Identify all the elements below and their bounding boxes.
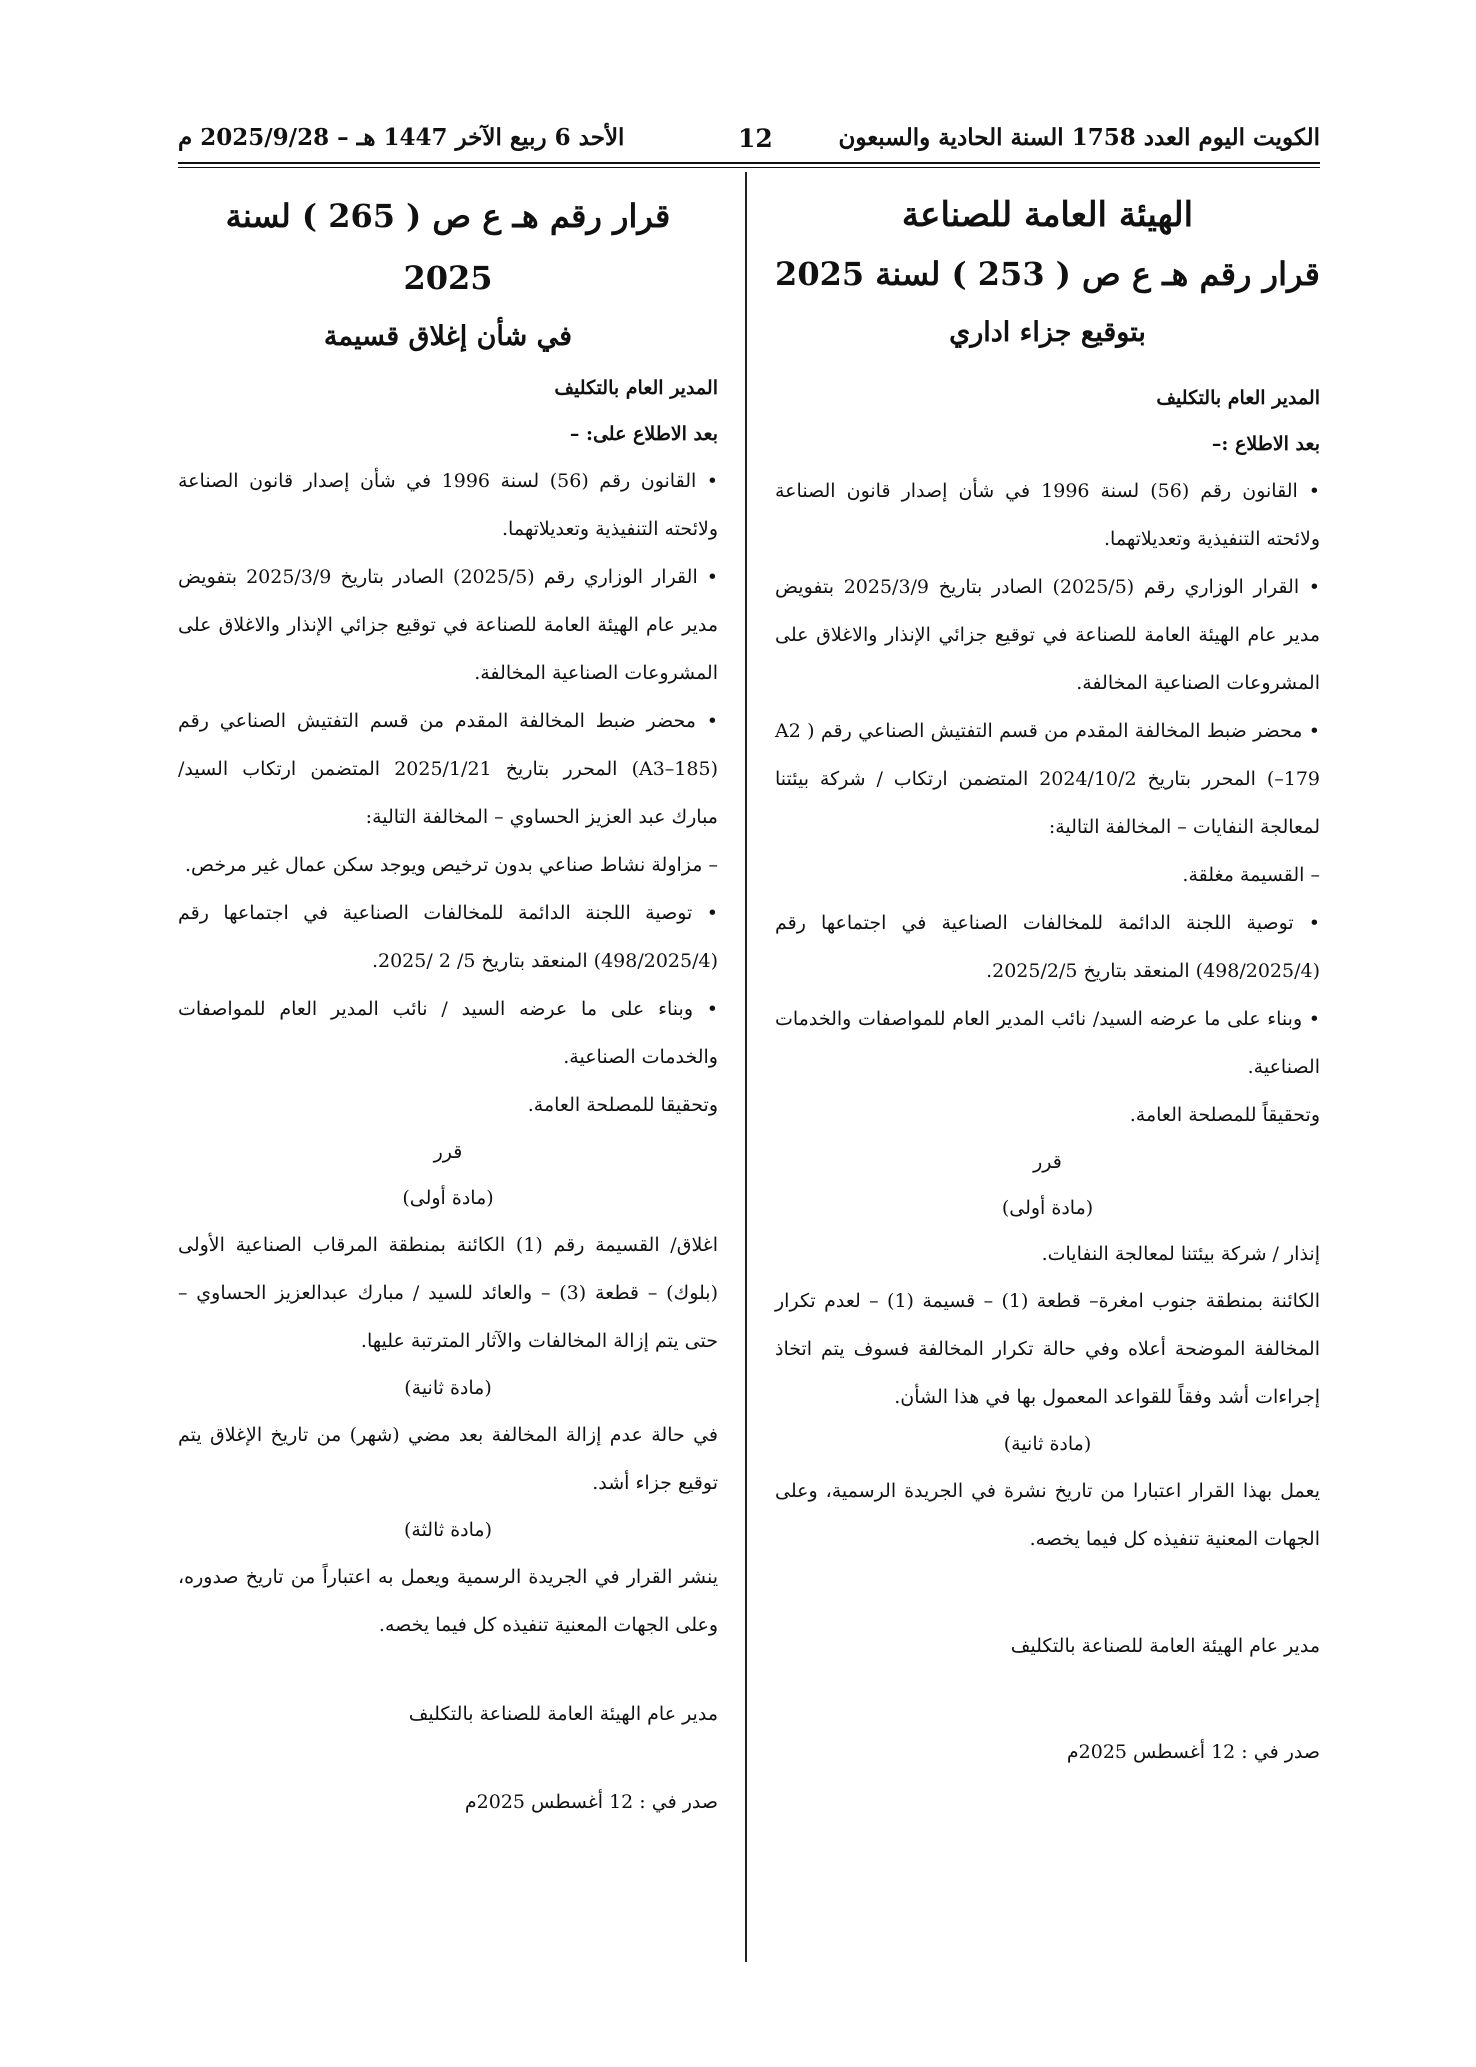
article-1-title: (مادة أولى) bbox=[1001, 1197, 1094, 1219]
article-2-text: يعمل بهذا القرار اعتبارا من تاريخ نشرة في الجريدة الرسمية، وعلى الجهات المعنية تنفيذه كل فيما يخصه. bbox=[775, 1480, 1320, 1550]
decision-subject: في شأن إغلاق قسيمة bbox=[323, 321, 573, 352]
recital-item: • توصية اللجنة الدائمة للمخالفات الصناعية في اجتماعها رقم (498/2025/4) المنعقد بتاريخ 5/ 2 /2025. bbox=[178, 902, 718, 972]
article-1-text: اغلاق/ القسيمة رقم (1) الكائنة بمنطقة المرقاب الصناعية الأولى (بلوك) – قطعة (3) – والعائد للسيد / مبارك عبدالعزيز الحساوي – حتى يتم إزالة المخالفات والآثار المترتبة عليها. bbox=[178, 1234, 719, 1352]
header-rule bbox=[178, 162, 1320, 164]
director-line: المدير العام بالتكليف bbox=[1156, 387, 1320, 409]
page-number: 12 bbox=[738, 124, 773, 153]
recital-item: وتحقيقا للمصلحة العامة. bbox=[527, 1094, 718, 1116]
recital-item: • القانون رقم (56) لسنة 1996 في شأن إصدار قانون الصناعة ولائحته التنفيذية وتعديلاتهما. bbox=[178, 470, 719, 540]
article-1-line: إنذار / شركة بيئتنا لمعالجة النفايات. bbox=[1041, 1243, 1320, 1265]
article-1-title: (مادة أولى) bbox=[402, 1187, 494, 1209]
recital-item: • القرار الوزاري رقم (2025/5) الصادر بتاريخ 2025/3/9 بتفويض مدير عام الهيئة العامة للصناعة في توقيع جزائي الإنذار والاغلاق على المشروعات الصناعية المخالفة. bbox=[775, 576, 1320, 694]
after-review-line: بعد الاطلاع :– bbox=[1211, 433, 1320, 455]
decision-253-column bbox=[775, 185, 1320, 1775]
decision-title: قرار رقم هـ ع ص ( 253 ) لسنة 2025 bbox=[775, 255, 1320, 293]
recital-item: • محضر ضبط المخالفة المقدم من قسم التفتيش الصناعي رقم (A3–185) المحرر بتاريخ 2025/1/21 المتضمن ارتكاب السيد/ مبارك عبد العزيز الحساوي – المخالفة التالية: bbox=[178, 710, 718, 828]
recital-item: • وبناء على ما عرضه السيد/ نائب المدير العام للمواصفات والخدمات الصناعية. bbox=[775, 1008, 1320, 1078]
decision-265-column bbox=[178, 185, 718, 1825]
decision-subject: بتوقيع جزاء اداري bbox=[949, 317, 1146, 348]
issue-info: الكويت اليوم العدد 1758 السنة الحادية والسبعون bbox=[838, 124, 1320, 151]
article-3-text: ينشر القرار في الجريدة الرسمية ويعمل به اعتباراً من تاريخ صدوره، وعلى الجهات المعنية تنفيذه كل فيما يخصه. bbox=[178, 1566, 718, 1636]
recital-item: • القانون رقم (56) لسنة 1996 في شأن إصدار قانون الصناعة ولائحته التنفيذية وتعديلاتهما. bbox=[775, 480, 1321, 550]
agency-title: الهيئة العامة للصناعة bbox=[901, 195, 1194, 235]
article-1-text: الكائنة بمنطقة جنوب امغرة– قطعة (1) – قسيمة (1) – لعدم تكرار المخالفة الموضحة أعلاه وفي حالة تكرار المخالفة فسوف يتم اتخاذ إجراءات أشد وفقاً للقواعد المعمول بها في هذا الشأن. bbox=[775, 1290, 1320, 1408]
page-header bbox=[178, 118, 1320, 158]
director-line: المدير العام بالتكليف bbox=[554, 377, 718, 399]
decided-heading: قرر bbox=[433, 1141, 463, 1163]
signature-line: مدير عام الهيئة العامة للصناعة بالتكليف bbox=[1010, 1635, 1320, 1657]
article-3-title: (مادة ثالثة) bbox=[403, 1519, 493, 1541]
after-review-line: بعد الاطلاع على: – bbox=[569, 423, 718, 445]
signature-line: مدير عام الهيئة العامة للصناعة بالتكليف bbox=[408, 1703, 718, 1725]
recital-item: – القسيمة مغلقة. bbox=[1182, 864, 1320, 886]
article-2-title: (مادة ثانية) bbox=[404, 1377, 492, 1399]
article-2-text: في حالة عدم إزالة المخالفة بعد مضي (شهر) من تاريخ الإغلاق يتم توقيع جزاء أشد. bbox=[178, 1424, 718, 1494]
decided-heading: قرر bbox=[1033, 1151, 1062, 1173]
column-divider bbox=[745, 172, 747, 1962]
recital-item: • محضر ضبط المخالفة المقدم من قسم التفتيش الصناعي رقم ( A2 –179) المحرر بتاريخ 2024/10/2 المتضمن ارتكاب / شركة بيئتنا لمعالجة النفايات – المخالفة التالية: bbox=[775, 720, 1321, 838]
issued-date: صدر في : 12 أغسطس 2025م bbox=[464, 1791, 718, 1813]
recital-item: وتحقيقاً للمصلحة العامة. bbox=[1129, 1104, 1320, 1126]
article-2-title: (مادة ثانية) bbox=[1003, 1433, 1092, 1455]
recital-item: • توصية اللجنة الدائمة للمخالفات الصناعية في اجتماعها رقم (498/2025/4) المنعقد بتاريخ 2025/2/5. bbox=[775, 912, 1320, 982]
decision-title: قرار رقم هـ ع ص ( 265 ) لسنة 2025 bbox=[225, 197, 671, 297]
issue-date: الأحد 6 ربيع الآخر 1447 هـ – 2025/9/28 م bbox=[178, 124, 625, 151]
recital-item: – مزاولة نشاط صناعي بدون ترخيص ويوجد سكن عمال غير مرخص. bbox=[185, 854, 718, 876]
recital-item: • القرار الوزاري رقم (2025/5) الصادر بتاريخ 2025/3/9 بتفويض مدير عام الهيئة العامة للصناعة في توقيع جزائي الإنذار والاغلاق على المشروعات الصناعية المخالفة. bbox=[178, 566, 718, 684]
recital-item: • وبناء على ما عرضه السيد / نائب المدير العام للمواصفات والخدمات الصناعية. bbox=[178, 998, 718, 1068]
header-rule-thin bbox=[178, 167, 1320, 168]
issued-date: صدر في : 12 أغسطس 2025م bbox=[1066, 1741, 1320, 1763]
